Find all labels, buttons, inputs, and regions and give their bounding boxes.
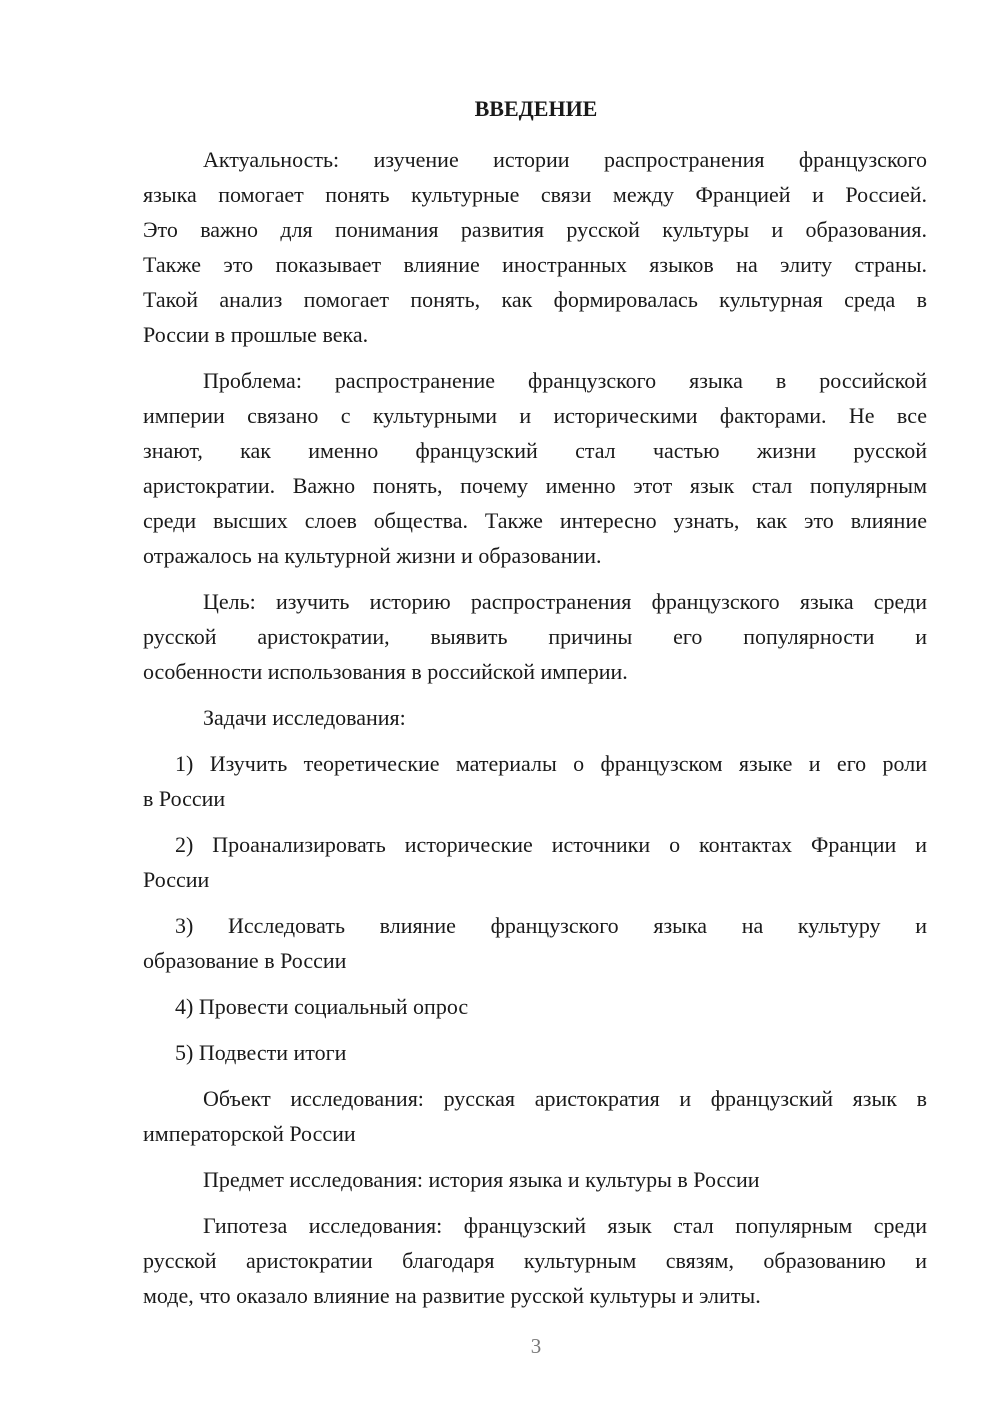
text-line: России в прошлые века. <box>143 322 369 347</box>
text-line: императорской России <box>143 1121 356 1146</box>
paragraph <box>143 367 927 577</box>
text-line: русской аристократии, выявить причины его популярности и <box>143 624 927 649</box>
page-number: 3 <box>530 1334 542 1358</box>
text-line: Проблема: распространение французского языка в российской <box>203 368 927 393</box>
paragraph <box>143 704 927 739</box>
paragraph <box>143 1085 927 1155</box>
text-line: 4) Провести социальный опрос <box>175 994 469 1019</box>
text-line: Актуальность: изучение истории распространения французского <box>203 147 927 172</box>
text-line: моде, что оказало влияние на развитие русской культуры и элиты. <box>143 1283 761 1308</box>
text-line: России <box>143 867 210 892</box>
text-line: языка помогает понять культурные связи между Францией и Россией. <box>143 182 927 207</box>
task-list-item <box>143 912 927 982</box>
task-list-item <box>143 831 927 901</box>
text-line: Также это показывает влияние иностранных языков на элиту страны. <box>143 252 927 277</box>
document-body <box>143 146 927 1328</box>
text-line: отражалось на культурной жизни и образовании. <box>143 543 602 568</box>
text-line: Это важно для понимания развития русской культуры и образования. <box>143 217 927 242</box>
section-title: ВВЕДЕНИЕ <box>474 96 598 121</box>
text-line: империи связано с культурными и историческими факторами. Не все <box>143 403 927 428</box>
text-line: особенности использования в российской империи. <box>143 659 628 684</box>
text-line: Такой анализ помогает понять, как формировалась культурная среда в <box>143 287 927 312</box>
text-line: Задачи исследования: <box>203 705 406 730</box>
text-line: 1) Изучить теоретические материалы о французском языке и его роли <box>175 751 927 776</box>
text-line: Объект исследования: русская аристократия и французский язык в <box>203 1086 927 1111</box>
text-line: русской аристократии благодаря культурным связям, образованию и <box>143 1248 927 1273</box>
text-line: 5) Подвести итоги <box>175 1040 347 1065</box>
text-line: знают, как именно французский стал частью жизни русской <box>143 438 927 463</box>
task-list-item <box>143 1039 927 1074</box>
task-list-item <box>143 993 927 1028</box>
paragraph <box>143 1212 927 1317</box>
text-line: в России <box>143 786 226 811</box>
text-line: Предмет исследования: история языка и культуры в России <box>203 1167 760 1192</box>
text-line: образование в России <box>143 948 347 973</box>
text-line: 3) Исследовать влияние французского языка на культуру и <box>175 913 927 938</box>
text-line: Гипотеза исследования: французский язык стал популярным среди <box>203 1213 927 1238</box>
text-line: Цель: изучить историю распространения французского языка среди <box>203 589 927 614</box>
text-line: 2) Проанализировать исторические источники о контактах Франции и <box>175 832 927 857</box>
paragraph <box>143 1166 927 1201</box>
text-line: среди высших слоев общества. Также интересно узнать, как это влияние <box>143 508 927 533</box>
text-line: аристократии. Важно понять, почему именно этот язык стал популярным <box>143 473 927 498</box>
paragraph <box>143 146 927 356</box>
task-list-item <box>143 750 927 820</box>
paragraph <box>143 588 927 693</box>
